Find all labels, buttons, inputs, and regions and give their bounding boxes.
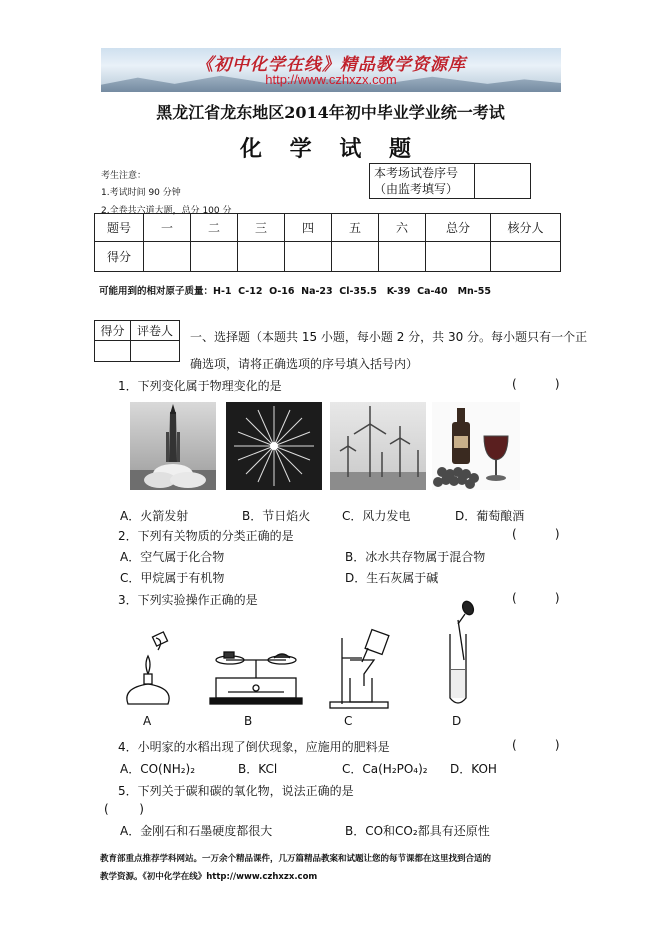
banner-url[interactable]: http://www.czhxzx.com	[265, 72, 397, 87]
section1-intro-line1: 一、选择题（本题共 15 小题，每小题 2 分，共 30 分。每小题只有一个正	[190, 330, 588, 344]
grader-name-label: 评卷人	[131, 321, 180, 341]
q4-option-d[interactable]: D．KOH	[450, 762, 497, 776]
score-table	[94, 213, 561, 272]
atomic-masses: 可能用到的相对原子质量：H-1 C-12 O-16 Na-23 Cl-35.5 K-39 Ca-40 Mn-55	[99, 286, 491, 297]
q2-option-c[interactable]: C．甲烷属于有机物	[120, 571, 225, 585]
test-tube-dropper-diagram	[438, 600, 478, 710]
question-3-answer-paren[interactable]: ( )	[512, 591, 560, 605]
q5-option-b[interactable]: B．CO和CO₂都具有还原性	[345, 824, 490, 838]
q1-option-b[interactable]: B．节日焰火	[242, 509, 311, 523]
seat-number-box	[369, 163, 531, 199]
question-3-stem: 3．下列实验操作正确的是	[118, 593, 258, 607]
q4-option-c[interactable]: C．Ca(H₂PO₄)₂	[342, 762, 428, 776]
subject-title: 化 学 试 题	[240, 136, 421, 162]
q4-option-a[interactable]: A．CO(NH₂)₂	[120, 762, 196, 776]
grader-name-cell[interactable]	[131, 341, 180, 362]
grape-wine-image	[432, 402, 520, 490]
q2-option-a[interactable]: A．空气属于化合物	[120, 550, 225, 564]
alcohol-lamp-diagram	[118, 630, 178, 708]
score-header: 四	[285, 214, 332, 242]
score-header: 二	[191, 214, 238, 242]
q2-option-d[interactable]: D．生石灰属于碱	[345, 571, 439, 585]
section1-intro-line2: 确选项，请将正确选项的序号填入括号内）	[190, 357, 419, 371]
notice-heading: 考生注意：	[101, 171, 147, 181]
header-banner	[101, 48, 561, 92]
seat-line2: （由监考填写）	[374, 182, 459, 196]
score-cell[interactable]	[491, 242, 561, 272]
q3-option-d[interactable]: D	[452, 714, 462, 728]
q1-option-c[interactable]: C．风力发电	[342, 509, 411, 523]
wind-turbines-image	[330, 402, 426, 490]
question-5-stem: 5．下列关于碳和碳的氧化物，说法正确的是	[118, 784, 354, 798]
q1-option-d[interactable]: D．葡萄酿酒	[455, 509, 525, 523]
fireworks-image	[226, 402, 322, 490]
question-2-stem: 2．下列有关物质的分类正确的是	[118, 529, 294, 543]
balance-scale-diagram	[208, 648, 304, 708]
score-header: 五	[332, 214, 379, 242]
score-header: 题号	[95, 214, 144, 242]
q4-option-b[interactable]: B．KCl	[238, 762, 278, 776]
grader-box	[94, 320, 180, 362]
question-1-stem: 1．下列变化属于物理变化的是	[118, 379, 282, 393]
q2-option-b[interactable]: B．冰水共存物属于混合物	[345, 550, 486, 564]
grader-score-label: 得分	[95, 321, 131, 341]
score-cell[interactable]	[191, 242, 238, 272]
score-header: 三	[238, 214, 285, 242]
q3-option-c[interactable]: C	[344, 714, 353, 728]
q1-option-a[interactable]: A．火箭发射	[120, 509, 189, 523]
banner-title: 《初中化学在线》精品教学资源库	[196, 55, 466, 75]
notice-line2: 2.全卷共六道大题，总分 100 分	[101, 206, 232, 216]
question-1-answer-paren[interactable]: ( )	[512, 377, 560, 391]
score-row-label: 得分	[95, 242, 144, 272]
score-header: 总分	[426, 214, 491, 242]
footer-line2[interactable]: 教学资源。《初中化学在线》http://www.czhxzx.com	[100, 872, 318, 882]
seat-line1: 本考场试卷序号	[374, 166, 459, 180]
seat-number-cell[interactable]	[475, 164, 531, 199]
score-cell[interactable]	[238, 242, 285, 272]
score-header: 六	[379, 214, 426, 242]
filtration-diagram	[328, 628, 390, 710]
question-4-answer-paren[interactable]: ( )	[512, 738, 560, 752]
question-4-stem: 4．小明家的水稻出现了倒伏现象，应施用的肥料是	[118, 740, 390, 754]
score-cell[interactable]	[332, 242, 379, 272]
footer-line1: 教育部重点推荐学科网站。一万余个精品课件，几万篇精品教案和试题让您的每节课都在这里找到合适的	[100, 854, 492, 864]
q3-option-b[interactable]: B	[244, 714, 253, 728]
score-cell[interactable]	[379, 242, 426, 272]
exam-title: 黑龙江省龙东地区2014年初中毕业学业统一考试	[156, 103, 505, 122]
score-cell[interactable]	[144, 242, 191, 272]
grader-score-cell[interactable]	[95, 341, 131, 362]
question-5-answer-paren[interactable]: ( )	[104, 802, 144, 816]
score-header: 核分人	[491, 214, 561, 242]
seat-number-label	[370, 164, 475, 199]
question-2-answer-paren[interactable]: ( )	[512, 527, 560, 541]
q5-option-a[interactable]: A．金刚石和石墨硬度都很大	[120, 824, 273, 838]
score-header: 一	[144, 214, 191, 242]
notice-line1: 1.考试时间 90 分钟	[101, 188, 181, 198]
rocket-launch-image	[130, 402, 216, 490]
q3-option-a[interactable]: A	[143, 714, 152, 728]
score-cell[interactable]	[285, 242, 332, 272]
score-cell[interactable]	[426, 242, 491, 272]
